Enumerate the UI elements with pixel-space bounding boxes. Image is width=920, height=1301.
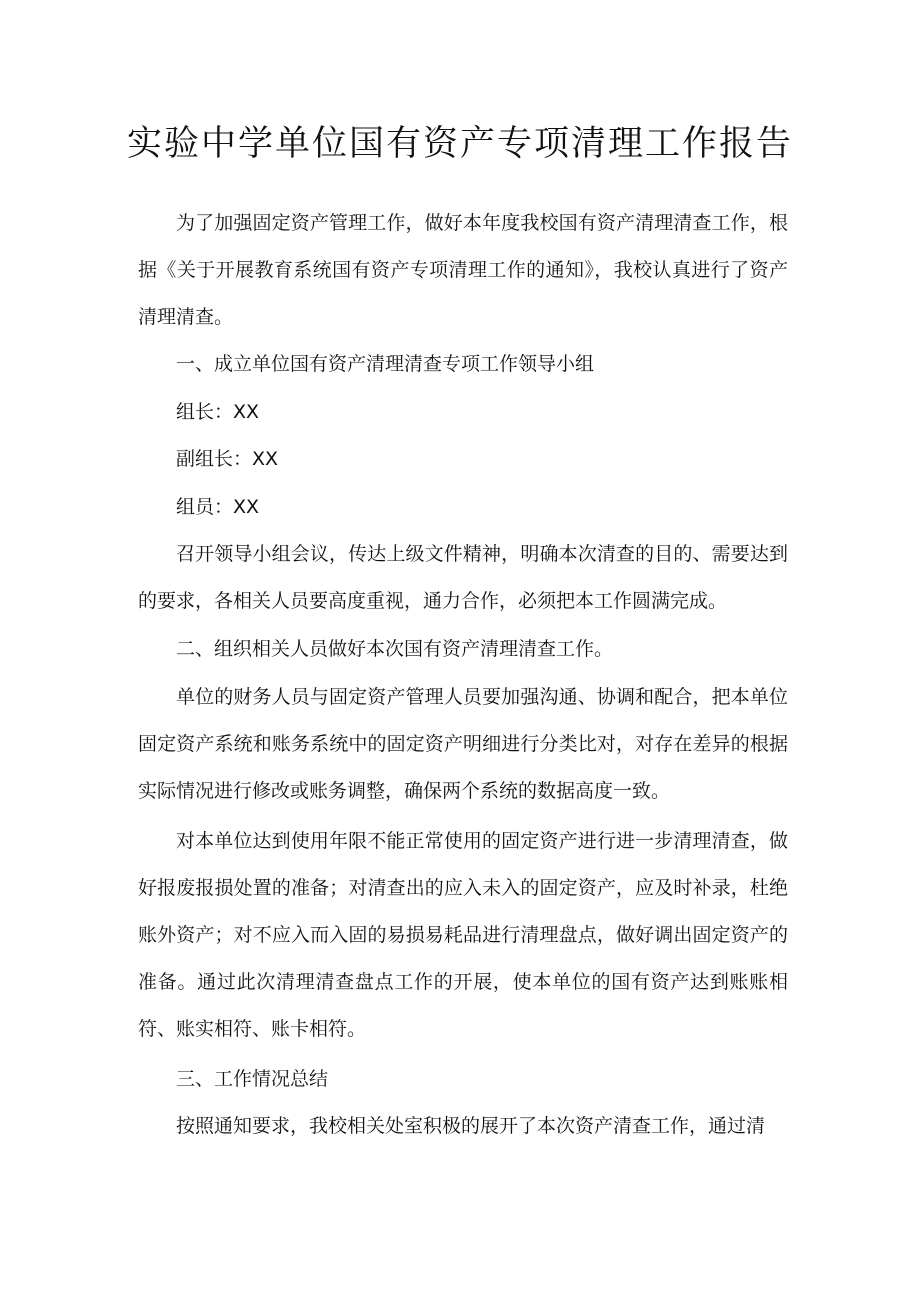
meeting-paragraph: 召开领导小组会议，传达上级文件精神，明确本次清查的目的、需要达到的要求，各相关人员要高度重视，通力合作，必须把本工作圆满完成。 <box>138 543 788 612</box>
summary-paragraph: 按照通知要求，我校相关处室积极的展开了本次资产清查工作，通过清 <box>176 1115 766 1137</box>
document-title: 实验中学单位国有资产专项清理工作报告 <box>126 124 793 164</box>
team-leader-line: 组长：XX <box>176 401 260 423</box>
reconciliation-paragraph: 单位的财务人员与固定资产管理人员要加强沟通、协调和配合，把本单位固定资产系统和账务系统中的固定资产明细进行分类比对，对存在差异的根据实际情况进行修改或账务调整，确保两个系统的数据高度一致。 <box>138 686 788 802</box>
cleanup-paragraph: 对本单位达到使用年限不能正常使用的固定资产进行进一步清理清查，做好报废报损处置的准备；对清查出的应入未入的固定资产，应及时补录，杜绝账外资产；对不应入而入固的易损易耗品进行清理盘点，做好调出固定资产的准备。通过此次清理清查盘点工作的开展，使本单位的国有资产达到账账相符、账实相符、账卡相符。 <box>138 830 788 1040</box>
section-heading-3: 三、工作情况总结 <box>176 1068 329 1090</box>
section-heading-1: 一、成立单位国有资产清理清查专项工作领导小组 <box>176 353 595 375</box>
deputy-leader-line: 副组长：XX <box>176 448 279 470</box>
section-heading-2: 二、组织相关人员做好本次国有资产清理清查工作。 <box>176 638 614 660</box>
team-members-line: 组员：XX <box>176 496 260 518</box>
intro-paragraph: 为了加强固定资产管理工作，做好本年度我校国有资产清理清查工作，根据《关于开展教育系统国有资产专项清理工作的通知》，我校认真进行了资产清理清查。 <box>138 212 788 328</box>
